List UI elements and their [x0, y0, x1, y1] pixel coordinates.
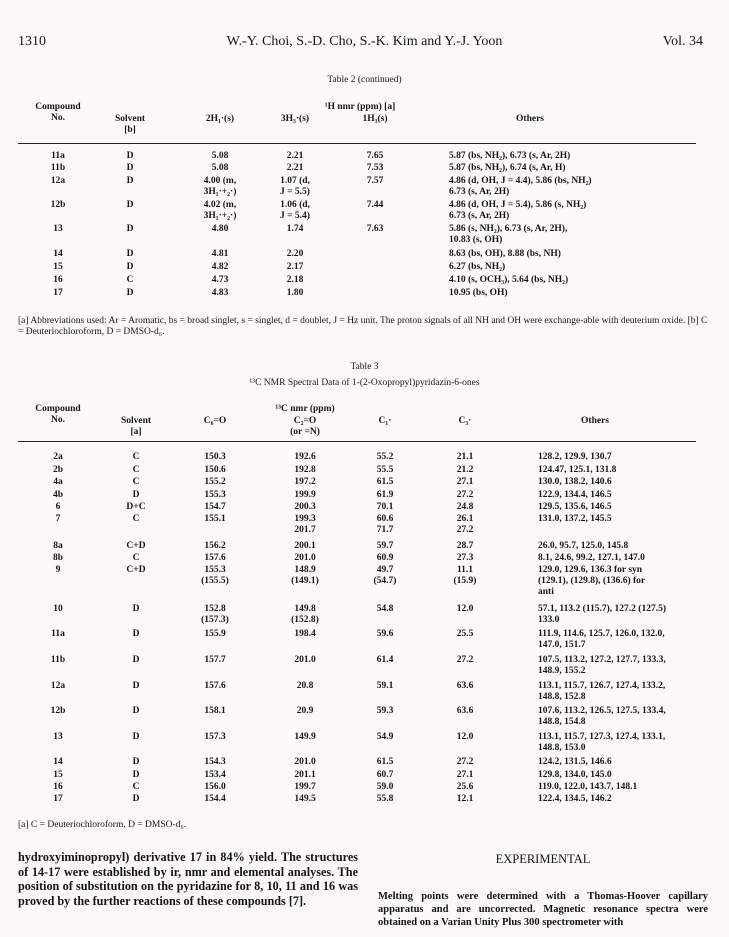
table2-others: 4.86 (d, OH, J = 5.4), 5.86 (s, NH₂) 6.73 (s, Ar, 2H) — [449, 200, 587, 221]
table2-2h-value: 4.82 — [211, 262, 229, 272]
table2-2h-value: 5.08 — [211, 151, 229, 161]
table2-2h-value: 4.02 (m, 3H₁·+₂·) — [203, 200, 237, 221]
table3-c6-value: 150.6 — [204, 465, 226, 475]
table3-compound-no: 4b — [52, 490, 64, 500]
table3-solvent: C — [132, 477, 140, 487]
table3-c6-value: 155.3 — [204, 490, 226, 500]
table2-others: 6.27 (bs, NH₂) — [449, 262, 506, 272]
table3-c6-value: 155.9 — [204, 629, 226, 639]
table3-others: 8.1, 24.6, 99.2, 127.1, 147.0 — [538, 553, 645, 563]
table2-compound-no: 12b — [50, 200, 66, 210]
table3-solvent: D — [132, 604, 140, 614]
table3-others: 129.5, 135.6, 146.5 — [538, 502, 612, 512]
table3-c3-value: 27.2 — [456, 490, 474, 500]
section-heading-experimental: EXPERIMENTAL — [495, 852, 591, 866]
table3-c3-value: 27.2 — [456, 655, 474, 665]
table3-solvent: D — [132, 732, 140, 742]
table3-c6-value: 157.3 — [204, 732, 226, 742]
table3-c2-value: 201.0 — [294, 757, 316, 767]
table3-c1-value: 55.8 — [376, 794, 394, 804]
table3-c1-value: 61.5 — [376, 477, 394, 487]
table2-others: 5.86 (s, NH₂), 6.73 (s, Ar, 2H), 10.83 (s, OH) — [449, 224, 568, 245]
table3-others: 122.9, 134.4, 146.5 — [538, 490, 612, 500]
table3-footnote: [a] C = Deuteriochloroform, D = DMSO-d₆. — [18, 820, 187, 830]
table3-compound-no: 8b — [52, 553, 64, 563]
table3-c3-value: 24.8 — [456, 502, 474, 512]
body-paragraph-right: Melting points were determined with a Thomas-Hoover capillary apparatus and are uncorrected. Magnetic resonance spectra were obtained on a Varian Unity Plus 300 spectrometer with — [378, 891, 708, 928]
table2-3h-value: 1.80 — [286, 288, 304, 298]
table3-c3-value: 28.7 — [456, 541, 474, 551]
table3-c1-value: 59.3 — [376, 706, 394, 716]
table3-c1-value: 49.7 (54.7) — [373, 565, 397, 586]
table3-col-c3: C₃· — [458, 416, 472, 426]
table3-c2-value: 149.8 (152.8) — [291, 604, 319, 625]
table3-solvent: C — [132, 452, 140, 462]
table3-compound-no: 2b — [52, 465, 64, 475]
table2-2h-value: 4.00 (m, 3H₁·+₂·) — [203, 176, 237, 197]
table2-2h-value: 4.81 — [211, 249, 229, 259]
table3-c3-value: 26.1 27.2 — [456, 514, 474, 535]
table2-2h-value: 4.80 — [211, 224, 229, 234]
table2-1h-value: 7.44 — [366, 200, 384, 210]
table3-compound-no: 10 — [53, 604, 63, 614]
table3-col-c6: C₆=O — [203, 416, 227, 426]
table3-compound-no: 4a — [53, 477, 63, 487]
table3-c6-value: 150.3 — [204, 452, 226, 462]
table3-compound-no: 12a — [50, 681, 66, 691]
table3-title: ¹³C NMR Spectral Data of 1-(2-Oxopropyl)pyridazin-6-ones — [249, 378, 480, 388]
table3-compound-no: 14 — [53, 757, 63, 767]
table3-compound-no: 7 — [55, 514, 61, 524]
table3-col-others: Others — [581, 416, 609, 426]
table3-c1-value: 60.7 — [376, 770, 394, 780]
table3-others: 124.47, 125.1, 131.8 — [538, 465, 617, 475]
table3-c6-value: 154.3 — [204, 757, 226, 767]
table2-3h-value: 2.21 — [286, 163, 304, 173]
table3-c2-value: 201.0 — [294, 655, 316, 665]
table3-c1-value: 61.9 — [376, 490, 394, 500]
table3-others: 124.2, 131.5, 146.6 — [538, 757, 612, 767]
table3-col-compound: Compound No. — [35, 404, 81, 425]
table3-solvent: D — [132, 681, 140, 691]
table3-compound-no: 11a — [51, 629, 65, 639]
table3-c1-value: 59.1 — [376, 681, 394, 691]
table3-c6-value: 157.6 — [204, 681, 226, 691]
table2-solvent: D — [126, 262, 134, 272]
table2-compound-no: 14 — [53, 249, 63, 259]
body-paragraph-left: hydroxyiminopropyl) derivative 17 in 84% yield. The structures of 14-17 were established by ir, nmr and elemental analyses. The position of substitution on the pyridazine for 8, 10, 11 and 16 was proved by the further reactions of these compounds [7]. — [18, 850, 358, 908]
table3-c1-value: 60.6 71.7 — [376, 514, 394, 535]
table2-solvent: D — [126, 200, 134, 210]
table3-c6-value: 154.4 — [204, 794, 226, 804]
table3-solvent: D — [132, 706, 140, 716]
table3-compound-no: 15 — [53, 770, 63, 780]
table2-others: 4.10 (s, OCH₃), 5.64 (bs, NH₂) — [449, 275, 569, 285]
table3-solvent: C — [132, 514, 140, 524]
page-number: 1310 — [18, 34, 46, 49]
table3-others: 57.1, 113.2 (115.7), 127.2 (127.5) 133.0 — [538, 604, 666, 625]
table3-c1-value: 61.5 — [376, 757, 394, 767]
table3-c2-value: 199.9 — [294, 490, 316, 500]
table3-compound-no: 13 — [53, 732, 63, 742]
table3-others: 128.2, 129.9, 130.7 — [538, 452, 612, 462]
table2-others: 10.95 (bs, OH) — [449, 288, 508, 298]
table3-solvent: D — [132, 757, 140, 767]
table3-compound-no: 8a — [53, 541, 63, 551]
table2-2h-value: 5.08 — [211, 163, 229, 173]
table3-c1-value: 59.7 — [376, 541, 394, 551]
table3-c2-value: 20.8 — [296, 681, 314, 691]
table2-2h-value: 4.73 — [211, 275, 229, 285]
table2-1h-value: 7.53 — [366, 163, 384, 173]
table2-others: 5.87 (bs, NH₂), 6.74 (s, Ar, H) — [449, 163, 566, 173]
table3-c1-value: 70.1 — [376, 502, 394, 512]
table3-others: 129.8, 134.0, 145.0 — [538, 770, 612, 780]
table2-2h-value: 4.83 — [211, 288, 229, 298]
table3-others: 131.0, 137.2, 145.5 — [538, 514, 612, 524]
table3-others: 107.6, 113.2, 126.5, 127.5, 133.4, 148.8, 154.8 — [538, 706, 666, 727]
table2-1h-value: 7.63 — [366, 224, 384, 234]
table3-c1-value: 54.9 — [376, 732, 394, 742]
table2-others: 8.63 (bs, OH), 8.88 (bs, NH) — [449, 249, 561, 259]
table3-others: 119.0, 122.0, 143.7, 148.1 — [538, 782, 638, 792]
table2-others: 4.86 (d, OH, J = 4.4), 5.86 (bs, NH₂) 6.73 (s, Ar, 2H) — [449, 176, 592, 197]
table3-c6-value: 157.7 — [204, 655, 226, 665]
table3-c1-value: 61.4 — [376, 655, 394, 665]
table3-c6-value: 156.2 — [204, 541, 226, 551]
table2-group-title: ¹H nmr (ppm) [a] — [324, 102, 396, 112]
table3-others: 111.9, 114.6, 125.7, 126.0, 132.0, 147.0, 151.7 — [538, 629, 665, 650]
table3-others: 129.0, 129.6, 136.3 for syn (129.1), (129.8), (136.6) for anti — [538, 565, 646, 597]
table3-c2-value: 201.0 — [294, 553, 316, 563]
table3-c2-value: 200.3 — [294, 502, 316, 512]
table3-c2-value: 199.3 201.7 — [294, 514, 316, 535]
table3-c2-value: 201.1 — [294, 770, 316, 780]
table3-c6-value: 155.2 — [204, 477, 226, 487]
table2-3h-value: 2.21 — [286, 151, 304, 161]
table3-c3-value: 21.1 — [456, 452, 474, 462]
table3-col-c1: C₁· — [378, 416, 392, 426]
table2-3h-value: 1.06 (d, J = 5.4) — [280, 200, 310, 221]
table3-c3-value: 11.1 (15.9) — [453, 565, 477, 586]
table3-solvent: D — [132, 655, 140, 665]
table2-compound-no: 16 — [53, 275, 63, 285]
table3-c6-value: 155.3 (155.5) — [201, 565, 229, 586]
table3-compound-no: 17 — [53, 794, 63, 804]
table3-col-c2: C₂=O (or =N) — [290, 416, 320, 437]
table2-solvent: D — [126, 224, 134, 234]
table3-compound-no: 9 — [55, 565, 61, 575]
table2-compound-no: 11a — [51, 151, 65, 161]
table3-solvent: D — [132, 794, 140, 804]
table3-compound-no: 2a — [53, 452, 63, 462]
table3-others: 130.0, 138.2, 140.6 — [538, 477, 612, 487]
table3-c2-value: 149.9 — [294, 732, 316, 742]
table3-solvent: C — [132, 782, 140, 792]
table3-solvent: D — [132, 629, 140, 639]
table3-others: 113.1, 115.7, 127.3, 127.4, 133.1, 148.8, 153.0 — [538, 732, 666, 753]
table3-c3-value: 12.0 — [456, 732, 474, 742]
table3-others: 113.1, 115.7, 126.7, 127.4, 133.2, 148.8, 152.8 — [538, 681, 666, 702]
table3-c3-value: 27.1 — [456, 770, 474, 780]
table2-col-2h: 2H₁·(s) — [205, 114, 235, 124]
table3-solvent: C+D — [126, 541, 146, 551]
table3-c3-value: 27.3 — [456, 553, 474, 563]
table3-compound-no: 16 — [53, 782, 63, 792]
table3-c3-value: 27.1 — [456, 477, 474, 487]
table3-group-title: ¹³C nmr (ppm) — [275, 404, 335, 414]
table3-compound-no: 12b — [50, 706, 66, 716]
table3-c6-value: 157.6 — [204, 553, 226, 563]
table2-3h-value: 2.17 — [286, 262, 304, 272]
table3-others: 122.4, 134.5, 146.2 — [538, 794, 612, 804]
table3-c2-value: 198.4 — [294, 629, 316, 639]
table2-1h-value: 7.57 — [366, 176, 384, 186]
table3-c2-value: 148.9 (149.1) — [291, 565, 319, 586]
table2-compound-no: 12a — [50, 176, 66, 186]
table3-c6-value: 158.1 — [204, 706, 226, 716]
table3-c3-value: 27.2 — [456, 757, 474, 767]
table2-solvent: D — [126, 176, 134, 186]
table2-compound-no: 17 — [53, 288, 63, 298]
table3-others: 107.5, 113.2, 127.2, 127.7, 133.3, 148.9, 155.2 — [538, 655, 666, 676]
table3-c6-value: 152.8 (157.3) — [201, 604, 229, 625]
table2-col-compound: Compound No. — [35, 102, 81, 123]
table3-c6-value: 156.0 — [204, 782, 226, 792]
table3-c1-value: 60.9 — [376, 553, 394, 563]
table3-c1-value: 54.8 — [376, 604, 394, 614]
running-head-authors: W.-Y. Choi, S.-D. Cho, S.-K. Kim and Y.-J. Yoon — [226, 34, 503, 49]
table3-c2-value: 192.6 — [294, 452, 316, 462]
table2-footnote: [a] Abbreviations used: Ar = Aromatic, bs = broad singlet, s = singlet, d = doublet, J = Hz unit. The proton signals of all NH and OH were exchange-able with deuterium oxide. [b] C = Deuteriochloroform, D = DMSO-d₆. — [18, 316, 708, 337]
table3-compound-no: 6 — [55, 502, 61, 512]
table3-c6-value: 153.4 — [204, 770, 226, 780]
table2-col-others: Others — [516, 114, 544, 124]
table2-solvent: D — [126, 288, 134, 298]
table3-c3-value: 63.6 — [456, 681, 474, 691]
table3-c3-value: 12.0 — [456, 604, 474, 614]
table3-c3-value: 21.2 — [456, 465, 474, 475]
table3-c2-value: 197.2 — [294, 477, 316, 487]
table3-c1-value: 55.2 — [376, 452, 394, 462]
table3-c2-value: 149.5 — [294, 794, 316, 804]
journal-volume: Vol. 34 — [662, 34, 703, 49]
table2-solvent: D — [126, 163, 134, 173]
table2-caption: Table 2 (continued) — [327, 75, 402, 85]
table2-solvent: D — [126, 151, 134, 161]
table3-solvent: C — [132, 553, 140, 563]
table2-3h-value: 2.20 — [286, 249, 304, 259]
table3-solvent: C — [132, 465, 140, 475]
table2-3h-value: 2.18 — [286, 275, 304, 285]
table2-compound-no: 13 — [53, 224, 63, 234]
table3-c2-value: 192.8 — [294, 465, 316, 475]
table3-c3-value: 63.6 — [456, 706, 474, 716]
table3-c2-value: 20.9 — [296, 706, 314, 716]
table2-1h-value: 7.65 — [366, 151, 384, 161]
table3-others: 26.0, 95.7, 125.0, 145.8 — [538, 541, 629, 551]
table3-c3-value: 12.1 — [456, 794, 474, 804]
table2-col-1h: 1H₃(s) — [362, 114, 388, 124]
table3-solvent: D — [132, 490, 140, 500]
table2-3h-value: 1.07 (d, J = 5.5) — [280, 176, 310, 197]
table3-solvent: D — [132, 770, 140, 780]
table2-compound-no: 15 — [53, 262, 63, 272]
table3-compound-no: 11b — [50, 655, 66, 665]
table2-solvent: C — [126, 275, 134, 285]
table3-c1-value: 59.6 — [376, 629, 394, 639]
table3-c1-value: 55.5 — [376, 465, 394, 475]
table2-compound-no: 11b — [50, 163, 66, 173]
table3-c3-value: 25.6 — [456, 782, 474, 792]
table2-solvent: D — [126, 249, 134, 259]
table2-col-3h: 3H₃·(s) — [280, 114, 310, 124]
table2-3h-value: 1.74 — [286, 224, 304, 234]
table3-caption: Table 3 — [350, 362, 379, 372]
table2-others: 5.87 (bs, NH₂), 6.73 (s, Ar, 2H) — [449, 151, 571, 161]
table2-col-solvent: Solvent [b] — [114, 114, 146, 135]
table3-c1-value: 59.0 — [376, 782, 394, 792]
table3-col-solvent: Solvent [a] — [120, 416, 152, 437]
table2-header-rule — [18, 143, 696, 144]
table3-header-rule — [18, 441, 696, 442]
table3-solvent: C+D — [126, 565, 146, 575]
table3-c6-value: 155.1 — [204, 514, 226, 524]
table3-c2-value: 199.7 — [294, 782, 316, 792]
table3-c3-value: 25.5 — [456, 629, 474, 639]
table3-solvent: D+C — [126, 502, 146, 512]
table3-c2-value: 200.1 — [294, 541, 316, 551]
table3-c6-value: 154.7 — [204, 502, 226, 512]
